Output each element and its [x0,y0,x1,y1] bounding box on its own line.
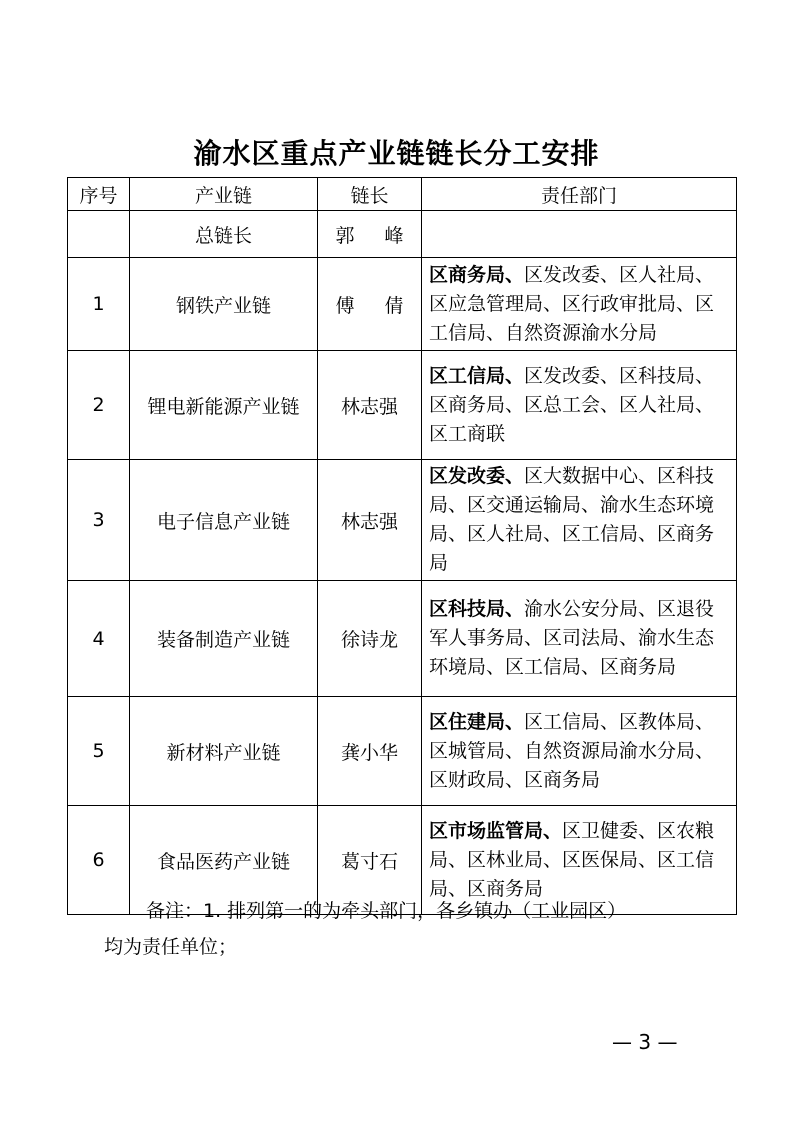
row-chain: 新材料产业链 [130,697,318,806]
other-depts: 区发改委、区科技局、区商务局、区总工会、区人社局、区工商联 [429,364,715,445]
row-leader: 龚小华 [318,697,422,806]
row-leader: 葛寸石 [318,806,422,915]
note-line-1: 备注：1. 排列第一的为牵头部门，各乡镇办（工业园区） [146,900,627,922]
lead-dept: 区工信局、 [429,364,525,387]
row-depts [422,351,737,460]
general-label: 总链长 [130,211,318,258]
row-no: 3 [68,460,130,581]
row-no: 2 [68,351,130,460]
row-depts [422,258,737,351]
row-chain: 电子信息产业链 [130,460,318,581]
other-depts: 区工信局、区教体局、区城管局、自然资源局渝水分局、区财政局、区商务局 [429,710,715,791]
table-header-row [68,178,737,211]
header-dept: 责任部门 [422,178,737,211]
page-number: — 3 — [612,1030,678,1054]
row-leader: 林志强 [318,351,422,460]
row-depts [422,581,737,697]
document-title: 渝水区重点产业链链长分工安排 [193,137,600,170]
other-depts: 渝水公安分局、区退役军人事务局、区司法局、渝水生态环境局、区工信局、区商务局 [429,598,715,678]
row-depts [422,697,737,806]
row-chain: 锂电新能源产业链 [130,351,318,460]
lead-dept: 区商务局、 [429,263,525,286]
header-chain: 产业链 [130,178,318,211]
table-row [68,697,737,806]
lead-dept: 区住建局、 [429,710,525,733]
other-depts: 区大数据中心、区科技局、区交通运输局、渝水生态环境局、区人社局、区工信局、区商务局 [429,465,715,574]
other-depts: 区发改委、区人社局、区应急管理局、区行政审批局、区工信局、自然资源渝水分局 [429,263,715,344]
table-row [68,460,737,581]
row-chain: 装备制造产业链 [130,581,318,697]
row-chain: 食品医药产业链 [130,806,318,915]
general-leader-name: 郭 峰 [318,211,422,258]
division-table [67,177,737,915]
table-row [68,258,737,351]
lead-dept: 区发改委、 [429,465,525,487]
row-no: 4 [68,581,130,697]
header-no: 序号 [68,178,130,211]
general-leader-row [68,211,737,258]
lead-dept: 区科技局、 [429,598,525,620]
row-leader: 徐诗龙 [318,581,422,697]
note-line-2: 均为责任单位； [104,936,238,958]
row-leader: 林志强 [318,460,422,581]
row-no: 1 [68,258,130,351]
row-no: 5 [68,697,130,806]
row-chain: 钢铁产业链 [130,258,318,351]
table-row [68,581,737,697]
lead-dept: 区市场监管局、 [429,819,563,842]
table-row [68,351,737,460]
row-leader: 傅 倩 [318,258,422,351]
other-depts: 区卫健委、区农粮局、区林业局、区医保局、区工信局、区商务局 [429,819,715,900]
general-no-cell [68,211,130,258]
general-dept-cell [422,211,737,258]
row-no: 6 [68,806,130,915]
row-depts [422,460,737,581]
header-leader: 链长 [318,178,422,211]
